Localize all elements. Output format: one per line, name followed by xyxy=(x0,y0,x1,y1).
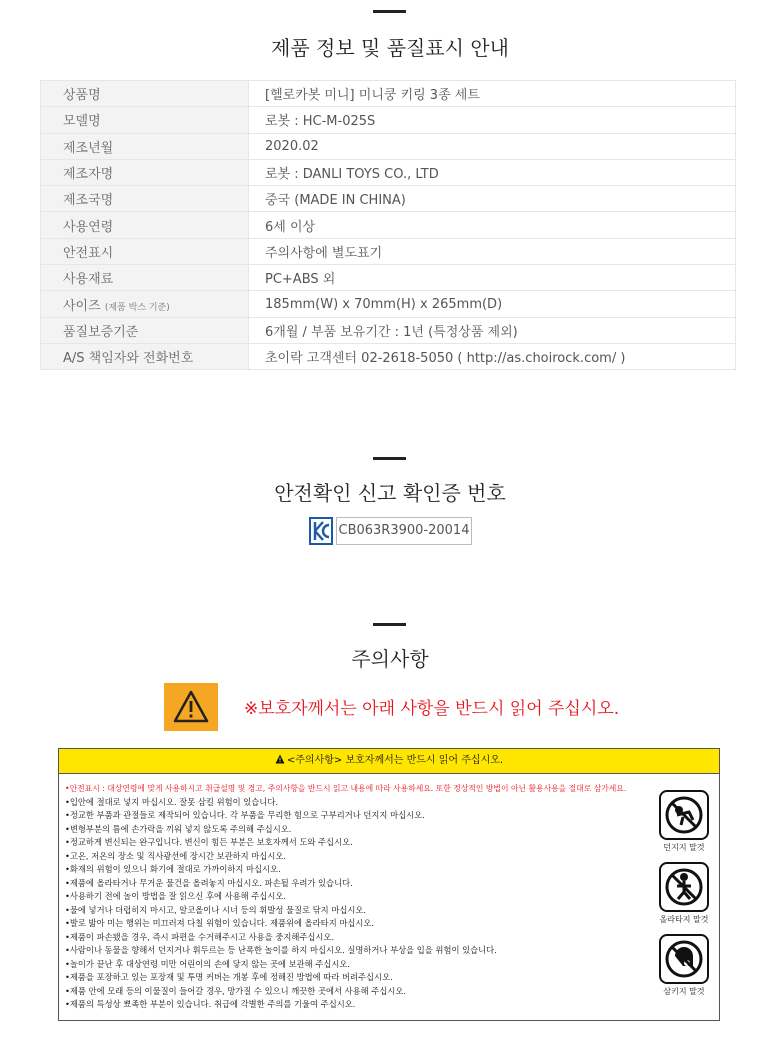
caution-item: •사용하기 전에 놀이 방법을 잘 읽으신 후에 사용해 주십시오. xyxy=(65,891,286,901)
no-swallow-pictogram xyxy=(659,934,709,997)
caution-item: •입안에 절대로 넣지 마십시오. 잘못 삼킬 위험이 있습니다. xyxy=(65,796,278,807)
info-value: 6세 이상 xyxy=(249,212,736,238)
info-label-note: (제품 박스 기준) xyxy=(104,302,170,313)
cert-number: CB063R3900-20014 xyxy=(336,517,472,545)
caution-notice-header-text: <주의사항> 보호자께서는 반드시 읽어 주십시오. xyxy=(286,755,504,766)
caution-notice-box xyxy=(58,748,720,1021)
caution-item: •사람이나 동물을 향해서 던지거나 휘두르는 등 난폭한 놀이를 하지 마십시오. 실명하거나 부상을 입을 위험이 있습니다. xyxy=(65,945,497,955)
info-row xyxy=(41,186,736,212)
info-label-text: 제조년월 xyxy=(63,140,114,156)
info-row xyxy=(41,107,736,133)
info-label-text: 모델명 xyxy=(63,114,101,130)
safety-cert-title: 안전확인 신고 확인증 번호 xyxy=(274,481,506,505)
info-label-text: 사이즈 xyxy=(63,298,101,314)
caution-notice-header xyxy=(59,749,719,774)
no-climb-pictogram xyxy=(659,862,709,925)
info-label xyxy=(41,238,249,264)
info-value: 로봇 : DANLI TOYS CO., LTD xyxy=(249,159,736,185)
small-warning-icon xyxy=(275,754,285,764)
section-divider xyxy=(373,10,406,13)
no-throw-label: 던지지 말것 xyxy=(663,843,705,852)
info-label xyxy=(41,107,249,133)
caution-title: 주의사항 xyxy=(351,647,429,671)
caution-item: •정교하게 변신되는 완구입니다. 변신이 힘든 부분은 보호자께서 도와 주십시오. xyxy=(65,837,353,847)
info-value: PC+ABS 외 xyxy=(249,265,736,291)
info-row xyxy=(41,212,736,238)
info-row xyxy=(41,81,736,107)
info-value: [헬로카봇 미니] 미니쿵 키링 3종 세트 xyxy=(249,81,736,107)
info-row xyxy=(41,238,736,264)
product-info-title: 제품 정보 및 품질표시 안내 xyxy=(271,36,509,60)
info-label xyxy=(41,81,249,107)
no-climb-icon xyxy=(659,862,709,912)
caution-item: •제품 안에 모래 등의 이물질이 들어갈 경우, 망가질 수 있으니 깨끗한 곳에서 사용해 주십시오. xyxy=(65,985,407,996)
info-label-text: 품질보증기준 xyxy=(63,324,139,340)
caution-item: •변형부분의 틈에 손가락을 끼워 넣지 않도록 주의해 주십시오. xyxy=(65,823,292,834)
info-value: 초이락 고객센터 02-2618-5050 ( http://as.choirock.com/ ) xyxy=(249,343,736,369)
info-label-text: 사용재료 xyxy=(63,272,114,288)
info-value: 중국 (MADE IN CHINA) xyxy=(249,186,736,212)
no-swallow-label: 삼키지 말것 xyxy=(663,987,705,996)
caution-item: •화재의 위험이 있으니 화기에 절대로 가까이하지 마십시오. xyxy=(65,864,281,874)
info-label xyxy=(41,186,249,212)
info-row xyxy=(41,159,736,185)
product-info-table xyxy=(40,80,736,370)
caution-item: •발로 밟아 미는 행위는 미끄러져 다칠 위험이 있습니다. 제품위에 올라타지 마십시오. xyxy=(65,918,375,928)
info-label-text: 상품명 xyxy=(63,88,101,104)
info-label xyxy=(41,159,249,185)
no-climb-label: 올라타지 말것 xyxy=(659,915,709,924)
caution-item: •제품이 파손됐을 경우, 즉시 파편을 수거해주시고 사용을 중지해주십시오. xyxy=(65,931,335,942)
info-label xyxy=(41,212,249,238)
caution-item: •고온, 저온의 장소 및 직사광선에 장시간 보관하지 마십시오. xyxy=(65,850,286,861)
guardian-warning-text: ※보호자께서는 아래 사항을 반드시 읽어 주십시오. xyxy=(244,699,620,719)
info-label-text: 제조자명 xyxy=(63,167,114,183)
info-row xyxy=(41,291,736,317)
caution-item: •제품의 특성상 뾰족한 부분이 있습니다. 취급에 각별한 주의를 기울여 주십시오. xyxy=(65,999,356,1009)
info-label-text: 제조국명 xyxy=(63,193,114,209)
info-value: 6개월 / 부품 보유기간 : 1년 (특정상품 제외) xyxy=(249,317,736,343)
caution-item: •놀이가 끝난 후 대상연령 미만 어린이의 손에 닿지 않는 곳에 보관해 주십시오. xyxy=(65,958,351,969)
info-row xyxy=(41,317,736,343)
caution-item: •물에 넣거나 더럽히지 마시고, 알코올이나 시너 등의 휘발성 물질로 닦지 마십시오. xyxy=(65,904,367,915)
info-value: 2020.02 xyxy=(249,133,736,159)
section-divider xyxy=(373,623,406,626)
info-label xyxy=(41,265,249,291)
caution-item: •제품에 올라타거나 무거운 물건을 올려놓지 마십시오. 파손될 우려가 있습니다. xyxy=(65,877,353,888)
no-throw-pictogram xyxy=(659,790,709,853)
warning-triangle-icon xyxy=(164,683,218,731)
info-label xyxy=(41,343,249,369)
info-label-text: 사용연령 xyxy=(63,219,114,235)
caution-item: •제품을 포장하고 있는 포장재 및 투명 커버는 개봉 후에 정해진 방법에 따라 버려주십시오. xyxy=(65,972,393,982)
kc-mark-icon xyxy=(309,517,333,545)
info-row xyxy=(41,265,736,291)
info-row xyxy=(41,133,736,159)
no-swallow-icon xyxy=(659,934,709,984)
info-label-text: A/S 책임자와 전화번호 xyxy=(63,351,194,367)
caution-list xyxy=(65,782,645,1012)
info-row xyxy=(41,343,736,369)
info-label xyxy=(41,133,249,159)
section-divider xyxy=(373,457,406,460)
caution-item: •정교한 부품과 관절들로 제작되어 있습니다. 각 부품을 무리한 힘으로 구부리거나 던지지 마십시오. xyxy=(65,810,425,820)
info-label xyxy=(41,317,249,343)
info-value: 로봇 : HC-M-025S xyxy=(249,107,736,133)
info-value: 주의사항에 별도표기 xyxy=(249,238,736,264)
info-label xyxy=(41,291,249,317)
safety-label-line: •안전표시 : 대상연령에 맞게 사용하시고 취급설명 및 경고, 주의사항을 반드시 읽고 내용에 따라 사용하세요. 또한 정상적인 방법이 아닌 활용사용을 절대로 삼가세요. xyxy=(65,784,627,793)
info-value: 185mm(W) x 70mm(H) x 265mm(D) xyxy=(249,291,736,317)
info-label-text: 안전표시 xyxy=(63,245,114,261)
no-throw-icon xyxy=(659,790,709,840)
